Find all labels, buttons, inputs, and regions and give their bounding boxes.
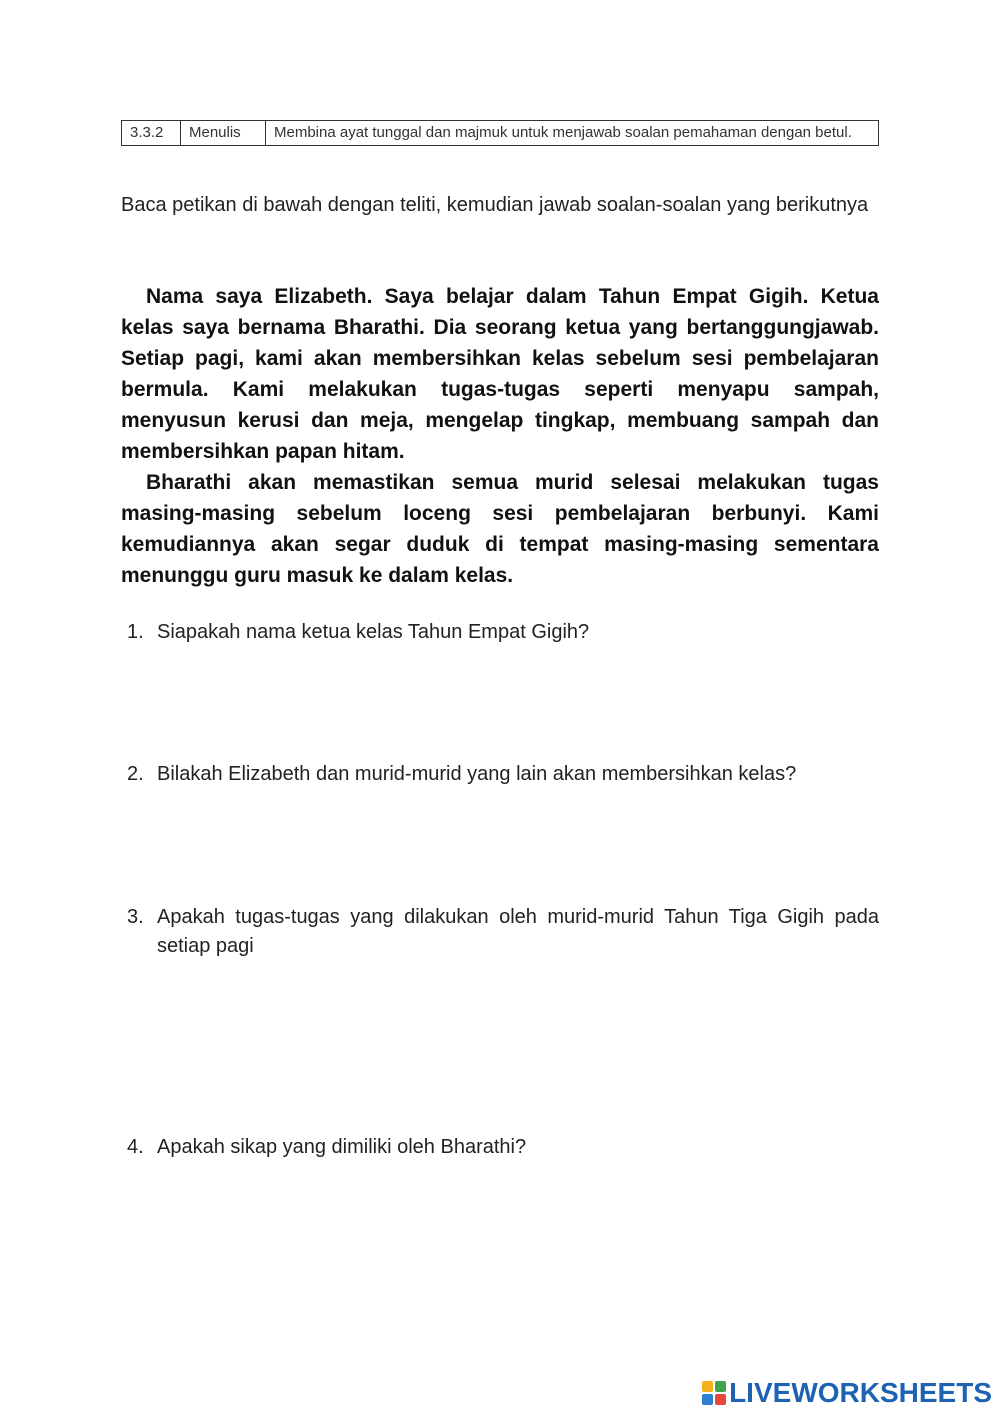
learning-standard-row: [122, 121, 879, 146]
passage-paragraph: Nama saya Elizabeth. Saya belajar dalam Tahun Empat Gigih. Ketua kelas saya bernama Bharathi. Dia seorang ketua yang bertanggungjawab. Setiap pagi, kami akan membersihkan kelas sebelum sesi pembelajaran bermula. Kami melakukan tugas-tugas seperti menyapu sampah, menyusun kerusi dan meja, mengelap tingkap, membuang sampah dan membersihkan papan hitam.: [121, 285, 879, 463]
instruction-text: Baca petikan di bawah dengan teliti, kemudian jawab soalan-soalan yang berikutnya: [121, 194, 869, 216]
logo-square: [715, 1381, 726, 1392]
question-number: 2.: [127, 763, 144, 785]
question-text: Apakah sikap yang dimiliki oleh Bharathi?: [157, 1136, 527, 1158]
liveworksheets-branding: [702, 1376, 992, 1410]
question-number: 1.: [127, 621, 144, 643]
question-text: Siapakah nama ketua kelas Tahun Empat Gigih?: [157, 621, 590, 643]
question-item: [121, 618, 879, 647]
logo-square: [702, 1394, 713, 1405]
question-item: [121, 760, 879, 789]
standard-code: 3.3.2: [122, 121, 181, 146]
standard-skill: Menulis: [181, 121, 266, 146]
question-text: Bilakah Elizabeth dan murid-murid yang lain akan membersihkan kelas?: [157, 763, 797, 785]
learning-standard-table: [121, 120, 879, 146]
standard-description: Membina ayat tunggal dan majmuk untuk menjawab soalan pemahaman dengan betul.: [266, 121, 879, 146]
liveworksheets-logo-icon: [702, 1381, 726, 1405]
question-item: [121, 1133, 879, 1162]
question-number: 4.: [127, 1136, 144, 1158]
question-item: [121, 903, 879, 961]
question-number: 3.: [127, 906, 144, 928]
liveworksheets-wordmark: LIVEWORKSHEETS: [729, 1377, 992, 1408]
passage-paragraph: Bharathi akan memastikan semua murid selesai melakukan tugas masing-masing sebelum loceng sesi pembelajaran berbunyi. Kami kemudiannya akan segar duduk di tempat masing-masing sementara menunggu guru masuk ke dalam kelas.: [121, 471, 879, 587]
question-text: Apakah tugas-tugas yang dilakukan oleh murid-murid Tahun Tiga Gigih pada setiap pagi: [157, 906, 879, 957]
reading-passage: [121, 281, 879, 591]
logo-square: [715, 1394, 726, 1405]
logo-square: [702, 1381, 713, 1392]
